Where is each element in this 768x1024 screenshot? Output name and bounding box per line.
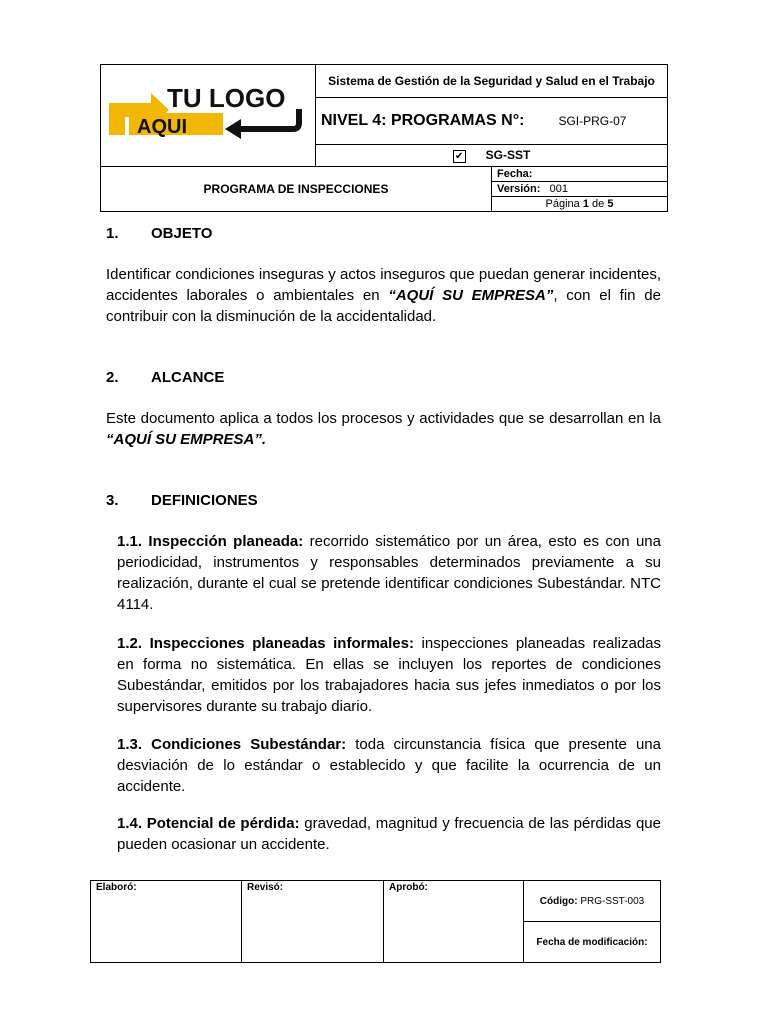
- definition-term: 1.3. Condiciones Subestándar:: [117, 736, 347, 753]
- fecha-cell: [492, 167, 668, 182]
- reviso-cell: Revisó:: [242, 881, 384, 963]
- sgsst-row: [316, 145, 668, 167]
- fecha-label: Fecha:: [497, 168, 533, 180]
- alcance-text: Este documento aplica a todos los procesos y actividades que se desarrollan en la: [106, 410, 661, 427]
- page-total: 5: [607, 198, 614, 210]
- definition-text: gravedad, magnitud y frecuencia de las pérdidas que pueden ocasionar un accidente.: [117, 815, 661, 853]
- definition-item: [117, 813, 661, 855]
- logo-cell: [101, 65, 316, 167]
- section-heading-definiciones: [106, 492, 258, 509]
- definition-text: toda circunstancia física que presente una desviación de lo estándar o establecido y que facilite la ocurrencia de un accidente.: [117, 736, 661, 795]
- version-cell: [492, 182, 668, 197]
- program-title: PROGRAMA DE INSPECCIONES: [101, 167, 492, 212]
- company-placeholder: “AQUÍ SU EMPRESA”: [388, 287, 554, 304]
- page-of: de: [592, 198, 605, 210]
- objeto-text: Identificar condiciones inseguras y actos inseguros que puedan generar incidentes, accidentes laborales o ambientales en: [106, 266, 661, 304]
- sgsst-label: SG-SST: [485, 148, 531, 163]
- definition-item: [117, 633, 661, 717]
- codigo-value: PRG-SST-003: [580, 895, 645, 907]
- nivel-row: [316, 98, 668, 145]
- page-current: 1: [582, 198, 589, 210]
- definition-term: 1.2. Inspecciones planeadas informales:: [117, 635, 414, 652]
- definition-term: 1.4. Potencial de pérdida:: [117, 815, 300, 832]
- alcance-paragraph: [106, 408, 661, 450]
- document-header-table: [100, 64, 668, 212]
- codigo-label: Código:: [539, 895, 578, 907]
- page-label: Página: [545, 198, 580, 210]
- section-title: DEFINICIONES: [151, 492, 258, 509]
- section-number: 1.: [106, 225, 119, 242]
- definition-text: inspecciones planeadas realizadas en forma no sistemática. En ellas se incluyen los reportes de condiciones Subestándar, emitidos por los trabajadores hacia sus jefes inmediatos o por los supervisores durante su trabajo diario.: [117, 635, 662, 715]
- section-number: 2.: [106, 369, 119, 386]
- program-code: SGI-PRG-07: [558, 114, 627, 129]
- version-label: Versión:: [497, 183, 541, 195]
- section-number: 3.: [106, 492, 119, 509]
- company-placeholder: “AQUÍ SU EMPRESA”.: [106, 431, 267, 448]
- system-title: Sistema de Gestión de la Seguridad y Salud en el Trabajo: [316, 65, 668, 98]
- logo-text-top: TU LOGO: [167, 83, 286, 113]
- page-cell: [492, 197, 668, 212]
- definition-term: 1.1. Inspección planeada:: [117, 533, 304, 550]
- section-title: ALCANCE: [151, 369, 225, 386]
- definition-text: recorrido sistemático por un área, esto es con una periodicidad, instrumentos y responsables determinados previamente a su realización, durante el cual se pretende identificar condiciones Subestándar. NTC 4114.: [117, 533, 661, 613]
- definition-item: [117, 734, 661, 797]
- elaboro-cell: Elaboró:: [91, 881, 242, 963]
- fecha-modificacion-cell: Fecha de modificación:: [524, 922, 661, 963]
- aprobo-cell: Aprobó:: [384, 881, 524, 963]
- document-footer-table: [90, 880, 661, 963]
- logo-text-bottom: AQUI: [137, 116, 187, 138]
- section-heading-alcance: [106, 369, 224, 386]
- objeto-text-end: , con el fin de contribuir con la disminución de la accidentalidad.: [106, 287, 661, 325]
- definition-item: [117, 531, 661, 615]
- nivel-label: NIVEL 4: PROGRAMAS N°:: [321, 112, 525, 130]
- company-logo: [101, 65, 313, 161]
- objeto-paragraph: [106, 264, 661, 327]
- section-heading-objeto: [106, 225, 212, 242]
- section-title: OBJETO: [151, 225, 213, 242]
- checkbox-icon: ✔: [453, 150, 466, 163]
- version-value: 001: [549, 183, 568, 195]
- codigo-cell: [524, 881, 661, 922]
